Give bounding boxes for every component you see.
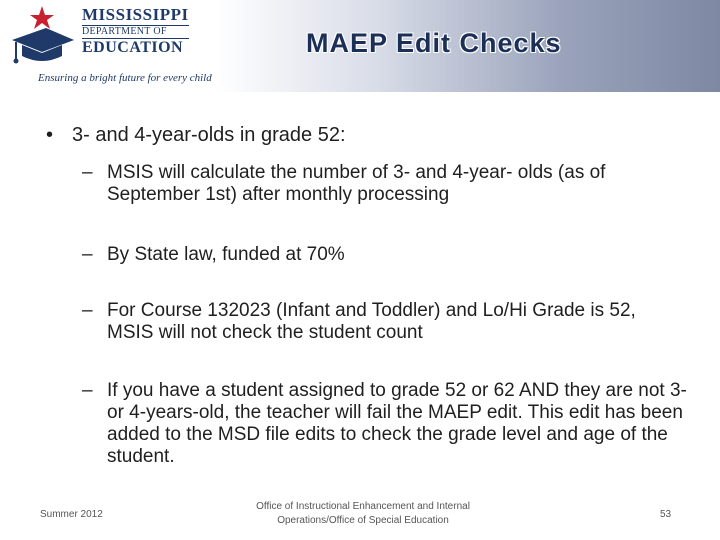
- logo-line-2: DEPARTMENT OF: [82, 25, 189, 39]
- mde-logo: [8, 4, 230, 86]
- slide-header: [0, 0, 720, 92]
- sub-bullet-text: By State law, funded at 70%: [107, 244, 345, 265]
- logo-line-1: MISSISSIPPI: [82, 5, 189, 24]
- footer-date: Summer 2012: [40, 509, 103, 520]
- sub-bullet-3: [82, 300, 682, 344]
- graduation-cap-star-icon: [8, 4, 78, 70]
- page-number: 53: [660, 509, 672, 520]
- sub-bullet-1: [82, 162, 682, 206]
- dash-icon: –: [82, 380, 93, 401]
- sub-bullet-4: [82, 380, 692, 468]
- sub-bullet-text: For Course 132023 (Infant and Toddler) and Lo/Hi Grade is 52, MSIS will not check the student count: [107, 300, 636, 343]
- main-bullet: [46, 124, 346, 147]
- bullet-dot-icon: •: [46, 124, 54, 146]
- sub-bullet-text: If you have a student assigned to grade 52 or 62 AND they are not 3- or 4-years-old, the teacher will fail the MAEP edit. This edit has been added to the MSD file edits to check the grade level and age of the student.: [107, 380, 687, 467]
- dash-icon: –: [82, 244, 93, 265]
- main-bullet-text: 3- and 4-year-olds in grade 52:: [72, 124, 346, 146]
- logo-tagline: Ensuring a bright future for every child: [38, 72, 212, 84]
- logo-line-3: EDUCATION: [82, 39, 184, 56]
- logo-wordmark: [82, 6, 189, 57]
- sub-bullet-text: MSIS will calculate the number of 3- and 4-year- olds (as of September 1st) after monthly processing: [107, 162, 606, 205]
- sub-bullet-2: [82, 244, 682, 266]
- footer-office: Office of Instructional Enhancement and Internal Operations/Office of Special Education: [256, 501, 470, 526]
- dash-icon: –: [82, 300, 93, 321]
- slide-title: MAEP Edit Checks: [306, 28, 562, 58]
- slide-footer: [0, 496, 720, 540]
- dash-icon: –: [82, 162, 93, 183]
